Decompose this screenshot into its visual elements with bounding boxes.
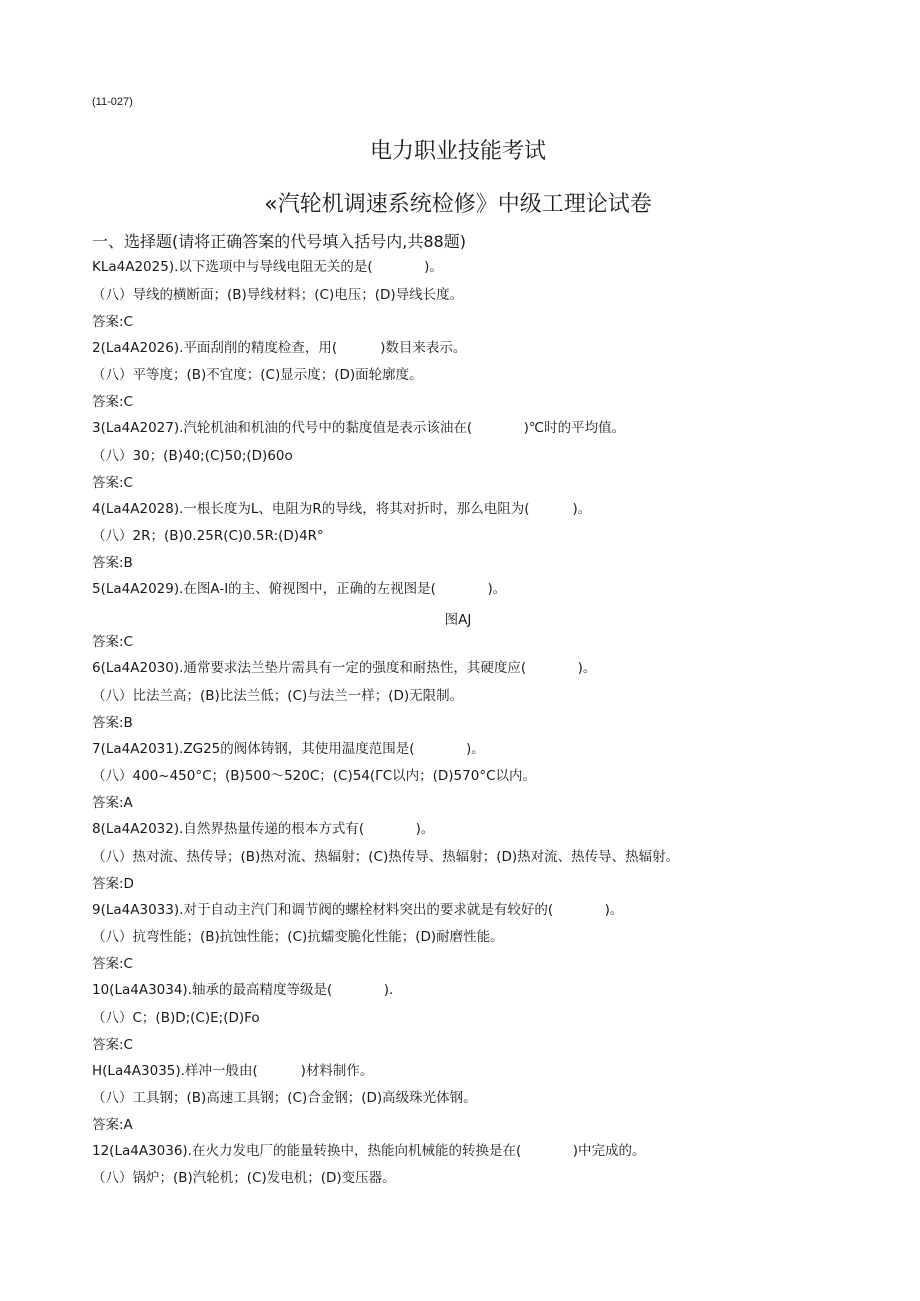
figure-caption-text: 图AJ	[444, 612, 472, 628]
exam-title-text: 电力职业技能考试	[369, 139, 546, 164]
answer-7: 答案:A	[92, 795, 133, 811]
question-11: H(La4A3035).样冲一般由( )材料制作。	[92, 1063, 374, 1079]
question-3: 3(La4A2027).汽轮机油和机油的代号中的黏度值是表示该油在( )℃时的平均值。	[92, 420, 626, 436]
answer-1: 答案:C	[92, 314, 133, 330]
section-heading: 一、选择题(请将正确答案的代号填入括号内,共88题)	[92, 232, 466, 251]
question-9: 9(La4A3033).对于自动主汽门和调节阀的螺栓材料突出的要求就是有较好的( )。	[92, 902, 624, 918]
options-2: （八）平等度；(B)不宜度；(C)显示度；(D)面轮廓度。	[92, 367, 423, 383]
options-11: （八）工具钢；(B)高速工具钢；(C)合金钢；(D)高级珠光体钢。	[92, 1090, 477, 1106]
options-4: （八）2R；(B)0.25R(C)0.5R:(D)4R°	[92, 528, 324, 544]
options-7: （八）400~450°C；(B)500〜520C；(C)54(ΓC以内；(D)570°C以内。	[92, 768, 537, 784]
question-1: KLa4A2025).以下选项中与导线电阻无关的是( )。	[92, 259, 443, 275]
answer-5: 答案:C	[92, 634, 133, 650]
question-10: 10(La4A3034).轴承的最高精度等级是( ).	[92, 982, 394, 998]
options-1: （八）导线的横断面；(B)导线材料；(C)电压；(D)导线长度。	[92, 287, 464, 303]
figure-caption	[0, 608, 920, 628]
question-6: 6(La4A2030).通常要求法兰垫片需具有一定的强度和耐热性，其硬度应( )。	[92, 660, 597, 676]
answer-2: 答案:C	[92, 394, 133, 410]
options-8: （八）热对流、热传导；(B)热对流、热辐射；(C)热传导、热辐射；(D)热对流、热传导、热辐射。	[92, 849, 680, 865]
question-2: 2(La4A2026).平面刮削的精度检查，用( )数目来表示。	[92, 340, 467, 356]
document-code: (11-027)	[92, 96, 133, 108]
answer-8: 答案:D	[92, 876, 134, 892]
question-5: 5(La4A2029).在图A-I的主、俯视图中，正确的左视图是( )。	[92, 581, 507, 597]
answer-10: 答案:C	[92, 1037, 133, 1053]
question-4: 4(La4A2028).一根长度为L、电阻为R的导线，将其对折时，那么电阻为( )。	[92, 501, 592, 517]
exam-title	[0, 134, 920, 165]
options-12: （八）锅炉；(B)汽轮机；(C)发电机；(D)变压器。	[92, 1170, 396, 1186]
options-10: （八）C；(B)D;(C)E;(D)Fo	[92, 1010, 260, 1026]
options-3: （八）30；(B)40;(C)50;(D)60o	[92, 448, 293, 464]
answer-11: 答案:A	[92, 1117, 133, 1133]
answer-9: 答案:C	[92, 956, 133, 972]
options-9: （八）抗弯性能；(B)抗蚀性能；(C)抗蠕变脆化性能；(D)耐磨性能。	[92, 929, 504, 945]
exam-subtitle-text: «汽轮机调速系统检修》中级工理论试卷	[264, 192, 652, 217]
exam-subtitle	[0, 187, 920, 218]
answer-6: 答案:B	[92, 715, 133, 731]
options-6: （八）比法兰高；(B)比法兰低；(C)与法兰一样；(D)无限制。	[92, 688, 464, 704]
question-7: 7(La4A2031).ZG25的阀体铸钢，其使用温度范围是( )。	[92, 741, 485, 757]
question-12: 12(La4A3036).在火力发电厂的能量转换中，热能向机械能的转换是在( )中完成的。	[92, 1143, 646, 1159]
question-8: 8(La4A2032).自然界热量传递的根本方式有( )。	[92, 821, 435, 837]
answer-4: 答案:B	[92, 555, 133, 571]
answer-3: 答案:C	[92, 475, 133, 491]
